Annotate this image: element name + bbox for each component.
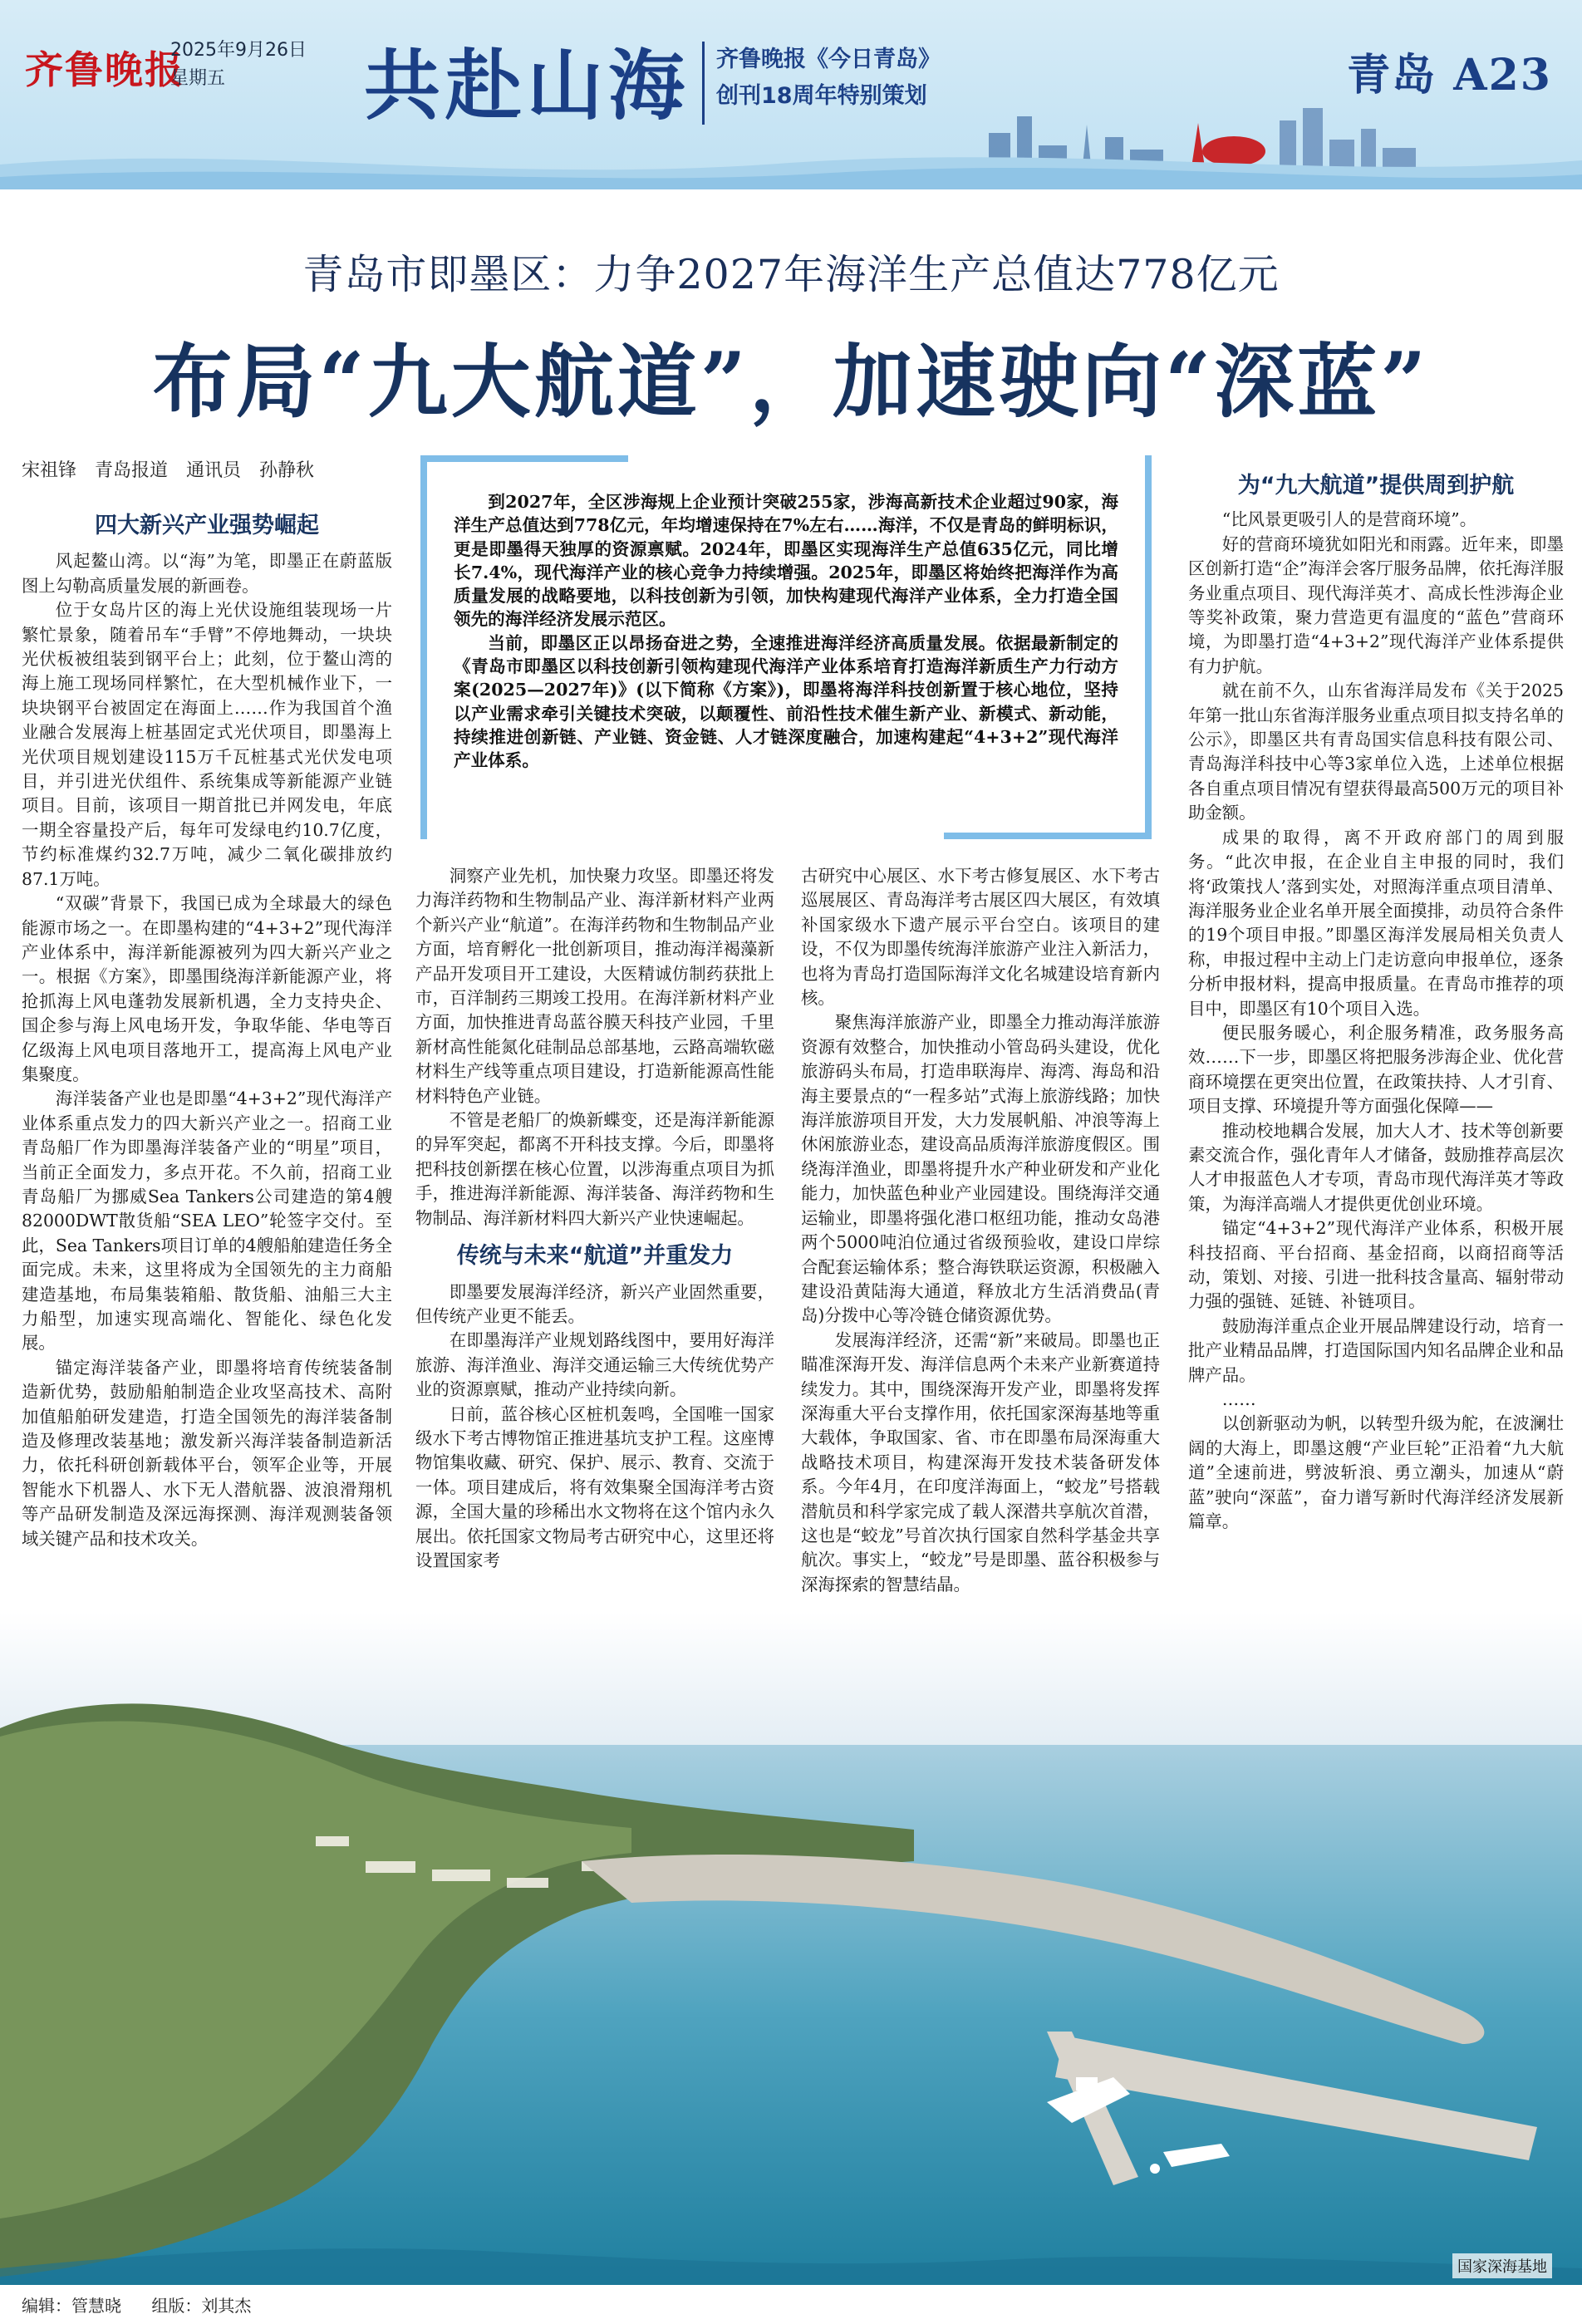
- lead-box-edge: [944, 833, 1152, 839]
- body-paragraph: 发展海洋经济，还需“新”来破局。即墨也正瞄准深海开发、海洋信息两个未来产业新赛道持续发力。其中，围绕深海开发产业，即墨将发挥深海重大平台支撑作用，依托国家深海基地等重大载体，争取国家、省、市在即墨布局深海重大战略技术项目，构建深海开发技术装备研发体系。今年4月，在印度洋海面上，“蛟龙”号搭载潜航员和科学家完成了载人深潜共享航次首潜，这也是“蛟龙”号首次执行国家自然科学基金共享航次。事实上，“蛟龙”号是即墨、蓝谷积极参与深海探索的智慧结晶。: [801, 1329, 1160, 1594]
- lead-paragraph: 到2027年，全区涉海规上企业预计突破255家，涉海高新技术企业超过90家，海洋生产总值达到778亿元，年均增速保持在7%左右……海洋，不仅是青岛的鲜明标识，更是即墨得天独厚的资源禀赋。2024年，即墨区实现海洋生产总值635亿元，同比增长7.4%，现代海洋产业的核心竞争力持续增强。2025年，即墨区将始终把海洋作为高质量发展的战略要地，以科技创新为引领，加快构建现代海洋产业体系，全力打造全国领先的海洋经济发展示范区。: [454, 492, 1118, 630]
- column-2: [415, 864, 774, 1573]
- body-paragraph: 在即墨海洋产业规划路线图中，要用好海洋旅游、海洋渔业、海洋交通运输三大传统优势产业的资源禀赋，推动产业持续向新。: [415, 1330, 774, 1400]
- column-1: [22, 513, 392, 1551]
- column-4: [1188, 474, 1564, 1534]
- body-paragraph: 海洋装备产业也是即墨“4+3+2”现代海洋产业体系重点发力的四大新兴产业之一。招商工业青岛船厂作为即墨海洋装备产业的“明星”项目，当前正全面发力，多点开花。不久前，招商工业青岛船厂为挪威Sea Tankers公司建造的第4艘82000DWT散货船“SEA LEO”轮签字交付。至此，Sea Tankers项目订单的4艘船舶建造任务全面完成。未来，这里将成为全国领先的主力商船建造基地，布局集装箱船、散货船、油船三大主力船型，加速实现高端化、智能化、绿色化发展。: [22, 1088, 392, 1354]
- body-paragraph: 锚定“4+3+2”现代海洋产业体系，积极开展科技招商、平台招商、基金招商，以商招商等活动，策划、对接、引进一批科技含量高、辐射带动力强的强链、延链、补链项目。: [1188, 1218, 1564, 1312]
- body-paragraph: “双碳”背景下，我国已成为全球最大的绿色能源市场之一。在即墨构建的“4+3+2”现代海洋产业体系中，海洋新能源被列为四大新兴产业之一。根据《方案》，即墨围绕海洋新能源产业，将抢抓海上风电蓬勃发展新机遇，全力支持央企、国企参与海上风电场开发，争取华能、华电等百亿级海上风电项目落地开工，提高海上风电产业集聚度。: [22, 893, 392, 1084]
- lead-box-edge: [1145, 455, 1152, 839]
- editor-credit: 编辑：管慧晓: [22, 2296, 121, 2316]
- article-headline: 布局“九大航道”，加速驶向“深蓝”: [152, 335, 1430, 429]
- page-label: 青岛 A23: [1347, 50, 1552, 101]
- aerial-photo-illustration: [0, 1612, 1582, 2285]
- body-paragraph: 成果的取得，离不开政府部门的周到服务。“此次申报，在企业自主申报的同时，我们将‘政策找人’落到实处，对照海洋重点项目清单、海洋服务业企业名单开展全面摸排，动员符合条件的19个项目申报。”即墨区海洋发展局相关负责人称，申报过程中主动上门走访意向申报单位，逐条分析申报材料，提高申报质量。在青岛市推荐的项目中，即墨区有10个项目入选。: [1188, 827, 1564, 1019]
- section-heading: 传统与未来“航道”并重发力: [456, 1243, 734, 1270]
- body-paragraph: 锚定海洋装备产业，即墨将培育传统装备制造新优势，鼓励船舶制造企业攻坚高技术、高附加值船舶研发建造，打造全国领先的海洋装备制造及修理改装基地；激发新兴海洋装备制造新活力，依托科研创新载体平台，领军企业等，开展智能水下机器人、水下无人潜航器、波浪滑翔机等产品研发制造及深远海探测、海洋观测装备领域关键产品和技术攻关。: [22, 1357, 392, 1549]
- body-paragraph: 不管是老船厂的焕新蝶变，还是海洋新能源的异军突起，都离不开科技支撑。今后，即墨将把科技创新摆在核心位置，以涉海重点项目为抓手，推进海洋新能源、海洋装备、海洋药物和生物制品、海洋新材料四大新兴产业快速崛起。: [415, 1110, 774, 1228]
- page-footer: [22, 2292, 276, 2317]
- aerial-photo-deep-sea-base: [0, 1612, 1582, 2285]
- body-paragraph: 风起鳌山湾。以“海”为笔，即墨正在蔚蓝版图上勾勒高质量发展的新画卷。: [22, 551, 392, 596]
- body-paragraph: 位于女岛片区的海上光伏设施组装现场一片繁忙景象，随着吊车“手臂”不停地舞动，一块块光伏板被组装到钢平台上；此刻，位于鳌山湾的海上施工现场同样繁忙，在大型机械作业下，一块块钢平台被固定在海面上……作为我国首个渔业融合发展海上桩基固定式光伏项目，即墨海上光伏项目规划建设115万千瓦桩基式光伏发电项目，并引进光伏组件、系统集成等新能源产业链项目。目前，该项目一期首批已并网发电，年底一期全容量投产后，每年可发绿电约10.7亿度，节约标准煤约32.7万吨，减少二氧化碳排放约87.1万吨。: [22, 600, 392, 889]
- lead-text: [454, 490, 1118, 773]
- body-paragraph: 洞察产业先机，加快聚力攻坚。即墨还将发力海洋药物和生物制品产业、海洋新材料产业两个新兴产业“航道”。在海洋药物和生物制品产业方面，培育孵化一批创新项目，推动海洋褐藻新产品开发项目开工建设，大医精诚仿制药获批上市，百洋制药三期竣工投用。在海洋新材料产业方面，加快推进青岛蓝谷膜天科技产业园，千里新材高性能氮化硅制品总部基地，云路高端软磁材料生产线等重点项目建设，打造新能源高性能材料特色产业链。: [415, 866, 774, 1106]
- section-heading: 四大新兴产业强势崛起: [95, 513, 319, 538]
- masthead: [0, 0, 1582, 189]
- masthead-wave-decoration: [0, 140, 1582, 189]
- masthead-divider: [702, 42, 705, 125]
- body-paragraph: 推动校地耦合发展，加大人才、技术等创新要素交流合作，强化青年人才储备，鼓励推荐高层次人才申报蓝色人才专项，青岛市现代海洋英才等政策，为海洋高端人才提供更优创业环境。: [1188, 1120, 1564, 1214]
- layout-credit: 组版：刘其杰: [151, 2296, 252, 2316]
- lead-paragraph: 当前，即墨区正以昂扬奋进之势，全速推进海洋经济高质量发展。依据最新制定的《青岛市即墨区以科技创新引领构建现代海洋产业体系培育打造海洋新质生产力行动方案(2025—2027年)》(以下简称《方案》)，即墨将海洋科技创新置于核心地位，坚持以产业需求牵引关键技术突破，以颠覆性、前沿性技术催生新产业、新模式、新动能，持续推进创新链、产业链、资金链、人才链深度融合，加速构建起“4+3+2”现代海洋产业体系。: [454, 632, 1118, 771]
- lead-box-edge: [420, 455, 427, 839]
- lead-box: [420, 455, 1152, 839]
- issue-weekday: 星期五: [170, 68, 226, 89]
- photo-caption: 国家深海基地: [1452, 2253, 1552, 2278]
- body-paragraph: 便民服务暖心，利企服务精准，政务服务高效……下一步，即墨区将把服务涉海企业、优化营商环境摆在更突出位置，在政策扶持、人才引育、项目支撑、环境提升等方面强化保障——: [1188, 1022, 1564, 1117]
- article-subhead: 青岛市即墨区：力争2027年海洋生产总值达778亿元: [302, 251, 1280, 298]
- section-heading: 为“九大航道”提供周到护航: [1237, 473, 1515, 499]
- newspaper-logo: 齐鲁晚报: [25, 47, 184, 92]
- body-paragraph: ……: [1221, 1389, 1256, 1410]
- issue-date-block: [170, 37, 307, 93]
- body-paragraph: 就在前不久，山东省海洋局发布《关于2025年第一批山东省海洋服务业重点项目拟支持名单的公示》，即墨区共有青岛国实信息科技有限公司、青岛海洋科技中心等3家单位入选，上述单位根据各自重点项目情况有望获得最高500万元的项目补助金额。: [1188, 680, 1564, 823]
- subtitle-line-1: 齐鲁晚报《今日青岛》: [716, 47, 941, 72]
- byline: 宋祖锋 青岛报道 通讯员 孙静秋: [22, 460, 315, 481]
- body-paragraph: 古研究中心展区、水下考古修复展区、水下考古巡展展区、青岛海洋考古展区四大展区，有效填补国家级水下遗产展示平台空白。该项目的建设，不仅为即墨传统海洋旅游产业注入新活力，也将为青岛打造国际海洋文化名城建设培育新内核。: [801, 866, 1160, 1009]
- body-paragraph: 即墨要发展海洋经济，新兴产业固然重要，但传统产业更不能丢。: [415, 1281, 774, 1326]
- column-3: [801, 864, 1160, 1597]
- special-subtitle: [716, 42, 941, 115]
- body-paragraph: 日前，蓝谷核心区桩机轰鸣，全国唯一国家级水下考古博物馆正推进基坑支护工程。这座博物馆集收藏、研究、保护、展示、教育、交流于一体。项目建成后，将有效集聚全国海洋考古资源，全国大量的珍稀出水文物将在这个馆内永久展出。依托国家文物局考古研究中心，这里还将设置国家考: [415, 1403, 774, 1570]
- lead-box-edge: [420, 455, 628, 462]
- body-paragraph: 以创新驱动为帆，以转型升级为舵，在波澜壮阔的大海上，即墨这艘“产业巨轮”正沿着“九大航道”全速前进，劈波斩浪、勇立潮头，加速从“蔚蓝”驶向“深蓝”，奋力谱写新时代海洋经济发展新篇章。: [1188, 1413, 1564, 1532]
- issue-date: 2025年9月26日: [170, 40, 307, 61]
- special-title: 共赴山海: [364, 41, 690, 130]
- subtitle-line-2: 创刊18周年特别策划: [716, 83, 927, 109]
- body-paragraph: 鼓励海洋重点企业开展品牌建设行动，培育一批产业精品品牌，打造国际国内知名品牌企业和品牌产品。: [1188, 1315, 1564, 1385]
- body-paragraph: 好的营商环境犹如阳光和雨露。近年来，即墨区创新打造“企”海洋会客厅服务品牌，依托海洋服务业重点项目、现代海洋英才、高成长性涉海企业等奖补政策，聚力营造更有温度的“蓝色”营商环境，为即墨打造“4+3+2”现代海洋产业体系提供有力护航。: [1188, 533, 1564, 676]
- body-paragraph: 聚焦海洋旅游产业，即墨全力推动海洋旅游资源有效整合，加快推动小管岛码头建设，优化旅游码头布局，打造串联海岸、海湾、海岛和沿海主要景点的“一程多站”式海上旅游线路；加快海洋旅游项目开发，大力发展帆船、冲浪等海上休闲旅游业态，建设高品质海洋旅游度假区。围绕海洋渔业，即墨将提升水产种业研发和产业化能力，加快蓝色种业产业园建设。围绕海洋交通运输业，即墨将强化港口枢纽功能，推动女岛港两个5000吨泊位通过省级预验收，建设口岸综合配套运输体系；整合海铁联运资源，积极融入建设沿黄陆海大通道，释放北方生活消费品(青岛)分拨中心等冷链仓储资源优势。: [801, 1012, 1160, 1326]
- body-paragraph: “比风景更吸引人的是营商环境”。: [1221, 509, 1477, 530]
